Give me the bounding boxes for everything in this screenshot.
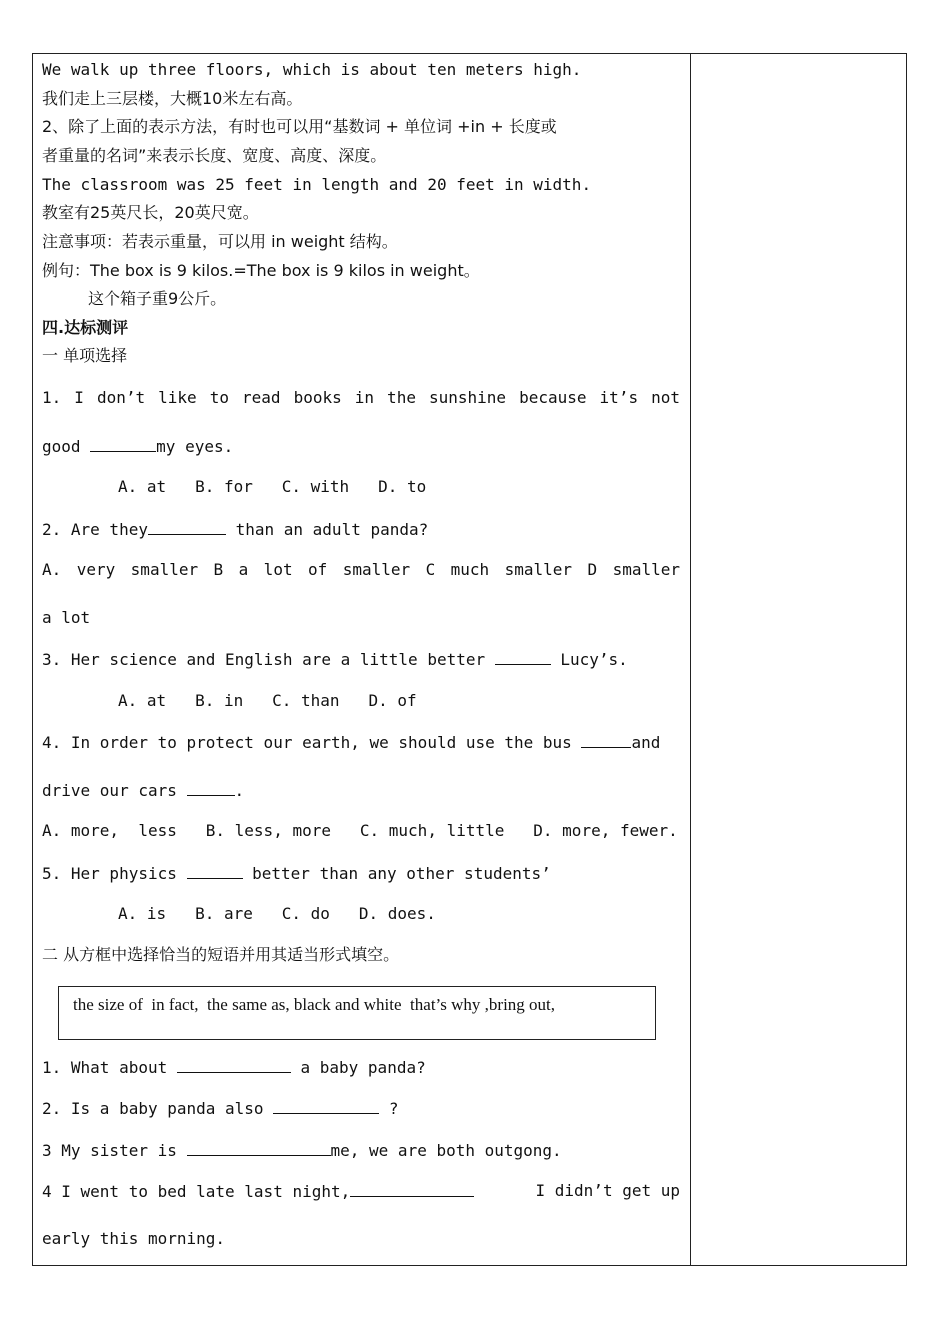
blank[interactable]: [177, 1057, 291, 1073]
question-1-cont: good my eyes.: [42, 437, 234, 456]
blank[interactable]: [187, 1140, 331, 1156]
blank[interactable]: [187, 780, 235, 796]
part-heading: 一 单项选择: [42, 346, 128, 365]
text-line: We walk up three floors, which is about ten meters high.: [42, 60, 582, 79]
phrase-box: [58, 986, 656, 1040]
question-5: 5. Her physics better than any other students’: [42, 864, 551, 883]
fill-3: 3 My sister is me, we are both outgong.: [42, 1141, 562, 1160]
blank[interactable]: [148, 519, 226, 535]
question-1-options: A. at B. for C. with D. to: [118, 477, 427, 496]
text-line: 者重量的名词”来表示长度、宽度、高度、深度。: [42, 146, 387, 165]
fill-4-cont: early this morning.: [42, 1229, 226, 1248]
fill-4: 4 I went to bed late last night, I didn’t get up: [42, 1181, 680, 1201]
question-3-options: A. at B. in C. than D. of: [118, 691, 417, 710]
text-line: 2、除了上面的表示方法，有时也可以用“基数词 + 单位词 +in + 长度或: [42, 117, 557, 136]
text-line: 教室有25英尺长，20英尺宽。: [42, 203, 259, 222]
blank[interactable]: [273, 1098, 379, 1114]
text-line: The classroom was 25 feet in length and 20 feet in width.: [42, 175, 592, 194]
question-4-options: A. more, less B. less, more C. much, little D. more, fewer.: [42, 821, 678, 840]
question-2: 2. Are they than an adult panda?: [42, 520, 429, 539]
text-line: 这个箱子重9公斤。: [88, 289, 227, 308]
blank[interactable]: [350, 1181, 474, 1197]
question-1: 1. I don’t like to read books in the sunshine because it’s not: [42, 388, 680, 407]
blank[interactable]: [581, 732, 631, 748]
question-2-options: A. very smaller B a lot of smaller C much smaller D smaller: [42, 560, 680, 579]
fill-1: 1. What about a baby panda?: [42, 1058, 426, 1077]
question-4-cont: drive our cars .: [42, 781, 245, 800]
blank[interactable]: [495, 649, 551, 665]
question-5-options: A. is B. are C. do D. does.: [118, 904, 436, 923]
fill-2: 2. Is a baby panda also ?: [42, 1099, 399, 1118]
section-heading: 四.达标测评: [42, 318, 129, 337]
text-line: 例句：The box is 9 kilos.=The box is 9 kilos in weight。: [42, 261, 480, 280]
phrase-list: the size of in fact, the same as, black and white that’s why ,bring out,: [73, 995, 556, 1014]
question-4: 4. In order to protect our earth, we should use the bus and: [42, 733, 661, 752]
part-heading: 二 从方框中选择恰当的短语并用其适当形式填空。: [42, 945, 400, 964]
blank[interactable]: [187, 863, 243, 879]
text-line: 我们走上三层楼，大概10米左右高。: [42, 89, 303, 108]
question-3: 3. Her science and English are a little better Lucy’s.: [42, 650, 628, 669]
question-2-options-cont: a lot: [42, 608, 91, 627]
text-line: 注意事项：若表示重量，可以用 in weight 结构。: [42, 232, 398, 251]
blank[interactable]: [90, 436, 156, 452]
column-divider: [690, 53, 691, 1266]
